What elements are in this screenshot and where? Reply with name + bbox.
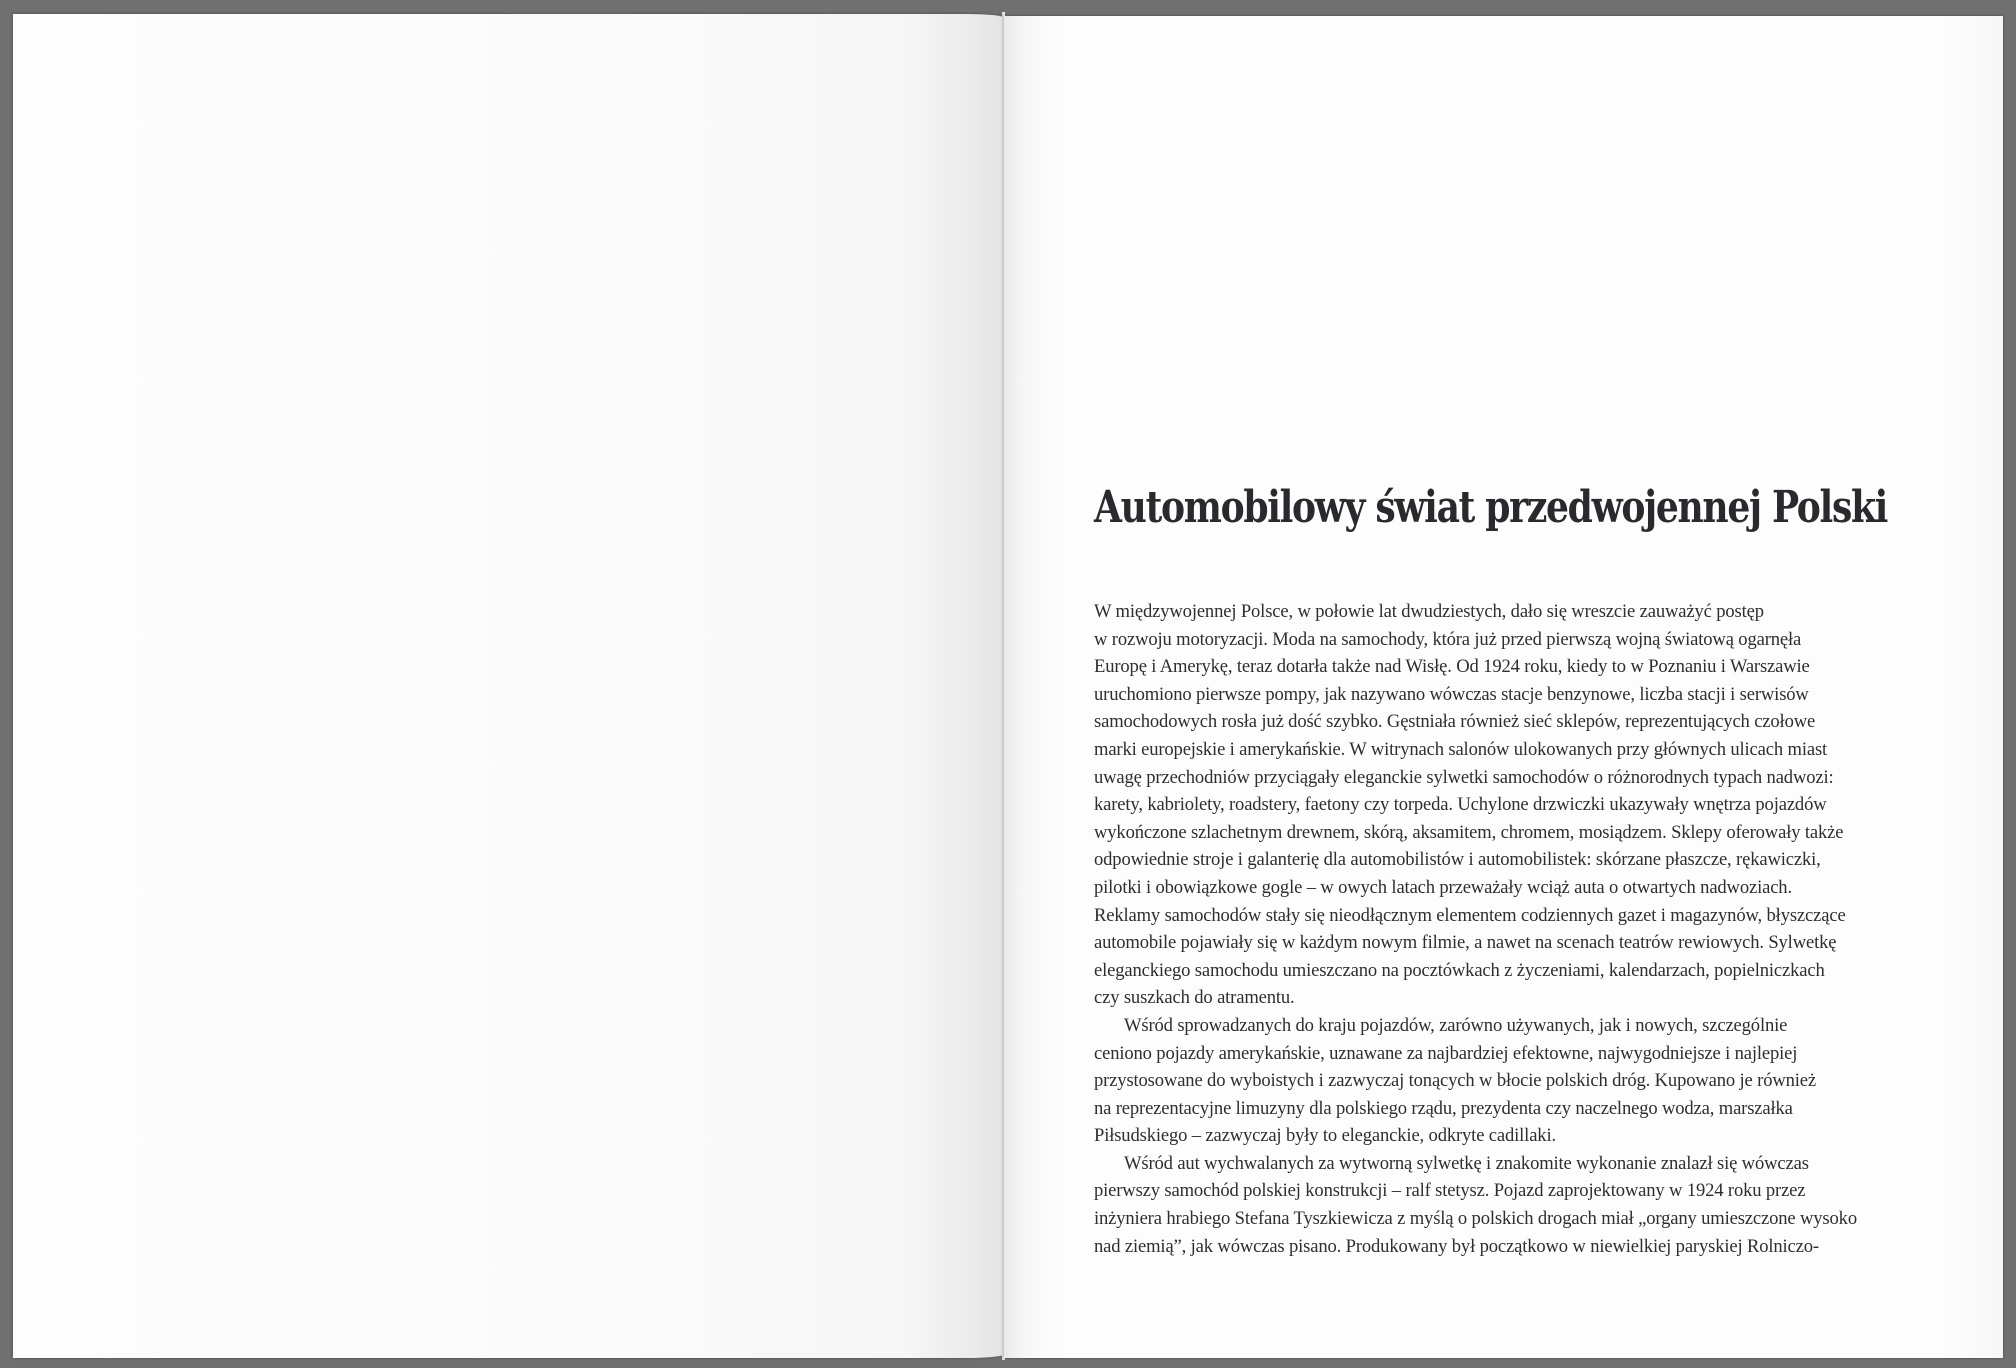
paragraph-1 bbox=[1094, 598, 1924, 1012]
text-line: na reprezentacyjne limuzyny dla polskiego rządu, prezydenta czy naczelnego wodza, marszałka bbox=[1094, 1097, 1793, 1119]
text-line: ceniono pojazdy amerykańskie, uznawane za najbardziej efektowne, najwygodniejsze i najlepiej bbox=[1094, 1042, 1798, 1064]
text-line: inżyniera hrabiego Stefana Tyszkiewicza z myślą o polskich drogach miał „organy umieszczone wysoko bbox=[1094, 1208, 1857, 1230]
text-line: w rozwoju motoryzacji. Moda na samochody, która już przed pierwszą wojną światową ogarnęła bbox=[1094, 628, 1802, 650]
text-line: pilotki i obowiązkowe gogle – w owych latach przeważały wciąż auta o otwartych nadwoziach. bbox=[1094, 876, 1792, 898]
text-line: nad ziemią”, jak wówczas pisano. Produkowany był początkowo w niewielkiej paryskiej Rolniczo- bbox=[1094, 1235, 1819, 1257]
text-line: W międzywojennej Polsce, w połowie lat dwudziestych, dało się wreszcie zauważyć postęp bbox=[1094, 601, 1764, 622]
text-line: samochodowych rosła już dość szybko. Gęstniała również sieć sklepów, reprezentujących czołowe bbox=[1094, 711, 1816, 733]
article-body bbox=[1094, 598, 1924, 1260]
text-line: eleganckiego samochodu umieszczano na pocztówkach z życzeniami, kalendarzach, popielniczkach bbox=[1094, 959, 1825, 981]
text-line: Piłsudskiego – zazwyczaj były to eleganckie, odkryte cadillaki. bbox=[1094, 1125, 1556, 1147]
text-line: uwagę przechodniów przyciągały eleganckie sylwetki samochodów o różnorodnych typach nadwozi: bbox=[1094, 766, 1834, 788]
article bbox=[1094, 480, 1924, 1260]
text-line: Wśród aut wychwalanych za wytworną sylwetkę i znakomite wykonanie znalazł się wówczas bbox=[1124, 1152, 1809, 1174]
text-line: karety, kabriolety, roadstery, faetony czy torpeda. Uchylone drzwiczki ukazywały wnętrza pojazdów bbox=[1094, 794, 1827, 816]
text-line: uruchomiono pierwsze pompy, jak nazywano wówczas stacje benzynowe, liczba stacji i serwisów bbox=[1094, 683, 1809, 705]
left-page-blank bbox=[13, 14, 1005, 1358]
text-line: pierwszy samochód polskiej konstrukcji – ralf stetysz. Pojazd zaprojektowany w 1924 roku przez bbox=[1094, 1180, 1806, 1202]
text-line: Wśród sprowadzanych do kraju pojazdów, zarówno używanych, jak i nowych, szczególnie bbox=[1124, 1014, 1788, 1036]
article-title: Automobilowy świat przedwojennej Polski bbox=[1094, 482, 1888, 533]
text-line: wykończone szlachetnym drewnem, skórą, aksamitem, chromem, mosiądzem. Sklepy oferowały także bbox=[1094, 821, 1844, 843]
text-line: marki europejskie i amerykańskie. W witrynach salonów ulokowanych przy głównych ulicach miast bbox=[1094, 738, 1828, 760]
paragraph-3 bbox=[1094, 1150, 1924, 1260]
text-line: czy suszkach do atramentu. bbox=[1094, 987, 1295, 1009]
text-line: przystosowane do wyboistych i zazwyczaj tonących w błocie polskich dróg. Kupowano je również bbox=[1094, 1070, 1816, 1092]
text-line: automobile pojawiały się w każdym nowym filmie, a nawet na scenach teatrów rewiowych. Sylwetkę bbox=[1094, 932, 1837, 954]
paragraph-2 bbox=[1094, 1012, 1924, 1150]
text-line: Reklamy samochodów stały się nieodłącznym elementem codziennych gazet i magazynów, błyszczące bbox=[1094, 904, 1846, 926]
text-line: odpowiednie stroje i galanterię dla automobilistów i automobilistek: skórzane płaszcze, rękawiczki, bbox=[1094, 849, 1821, 871]
text-line: Europę i Amerykę, teraz dotarła także nad Wisłę. Od 1924 roku, kiedy to w Poznaniu i Warszawie bbox=[1094, 656, 1810, 678]
